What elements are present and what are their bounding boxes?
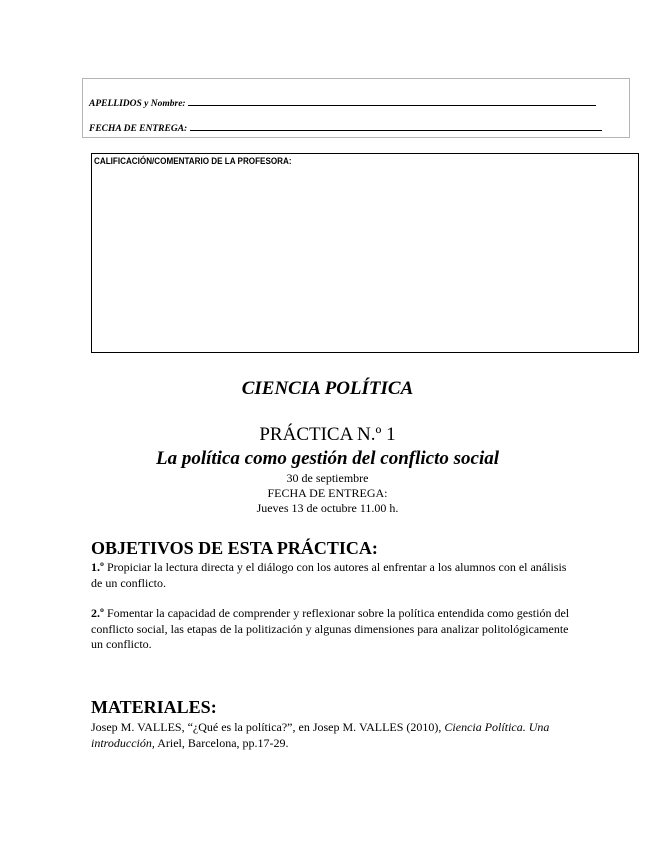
student-info-box — [82, 78, 630, 138]
objectives-heading: OBJETIVOS DE ESTA PRÁCTICA: — [91, 538, 378, 558]
reference-text: Josep M. VALLES, “¿Qué es la política?”, en Josep M. VALLES (2010), — [91, 720, 445, 734]
objective-text: Fomentar la capacidad de comprender y reflexionar sobre la política entendida como gestión del conflicto social, las etapas de la politización y algunas dimensiones para analizar politológicamente un conflicto. — [91, 606, 570, 651]
delivery-date: Jueves 13 de octubre 11.00 h. — [256, 501, 399, 515]
practice-title: La política como gestión del conflicto social — [155, 448, 499, 469]
delivery-field-label: FECHA DE ENTREGA: — [89, 124, 188, 134]
delivery-field[interactable] — [89, 124, 602, 134]
name-label: APELLIDOS y Nombre: — [89, 99, 186, 109]
name-underline — [188, 104, 596, 106]
grade-label: CALIFICACIÓN/COMENTARIO DE LA PROFESORA: — [94, 156, 292, 166]
objective-text: Propiciar la lectura directa y el diálogo con los autores al enfrentar a los alumnos con el análisis de un conflicto. — [91, 560, 567, 590]
reference-publisher: Ariel, Barcelona, pp.17-29. — [154, 735, 289, 750]
grade-comment-box — [91, 153, 639, 353]
reference-book-title: Ciencia Política. Una introducción, — [91, 720, 550, 750]
delivery-underline — [190, 129, 602, 131]
objective-number: 2.º — [91, 606, 104, 620]
practice-date: 30 de septiembre — [286, 471, 369, 485]
objective-number: 1.º — [91, 560, 104, 574]
practice-number: PRÁCTICA N.º 1 — [259, 424, 396, 445]
course-title: CIENCIA POLÍTICA — [241, 378, 414, 399]
materials-heading: MATERIALES: — [91, 697, 217, 717]
objective-item — [91, 606, 571, 653]
objective-item — [91, 560, 571, 591]
materials-reference — [91, 720, 561, 751]
delivery-label: FECHA DE ENTREGA: — [267, 486, 388, 500]
name-field[interactable] — [89, 99, 596, 109]
